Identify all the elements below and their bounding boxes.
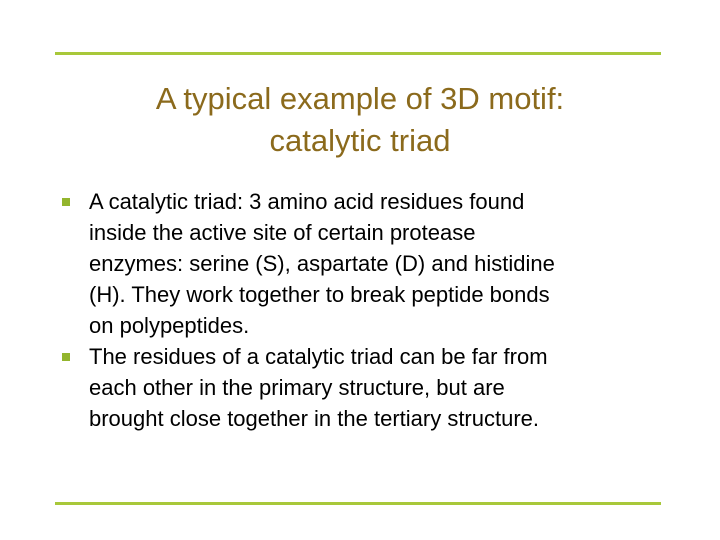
bullet-list (60, 186, 670, 434)
bullet-1-line-3: enzymes: serine (S), aspartate (D) and histidine (89, 251, 555, 276)
slide-title (60, 78, 660, 162)
top-divider (55, 52, 661, 55)
slide-title-line-2: catalytic triad (269, 123, 451, 158)
bullet-item-2 (60, 341, 670, 434)
bullet-1-line-1: A catalytic triad: 3 amino acid residues found (89, 189, 525, 214)
square-bullet-icon (62, 198, 70, 206)
bullet-2-line-2: each other in the primary structure, but are (89, 375, 505, 400)
bottom-divider (55, 502, 661, 505)
bullet-2-line-1: The residues of a catalytic triad can be far from (89, 344, 548, 369)
bullet-1-line-4: (H). They work together to break peptide bonds (89, 282, 550, 307)
bullet-item-1 (60, 186, 670, 341)
slide-title-line-1: A typical example of 3D motif: (155, 81, 565, 116)
bullet-2-line-3: brought close together in the tertiary structure. (89, 406, 540, 431)
bullet-1-line-2: inside the active site of certain protease (89, 220, 476, 245)
square-bullet-icon (62, 353, 70, 361)
bullet-1-line-5: on polypeptides. (89, 313, 250, 338)
